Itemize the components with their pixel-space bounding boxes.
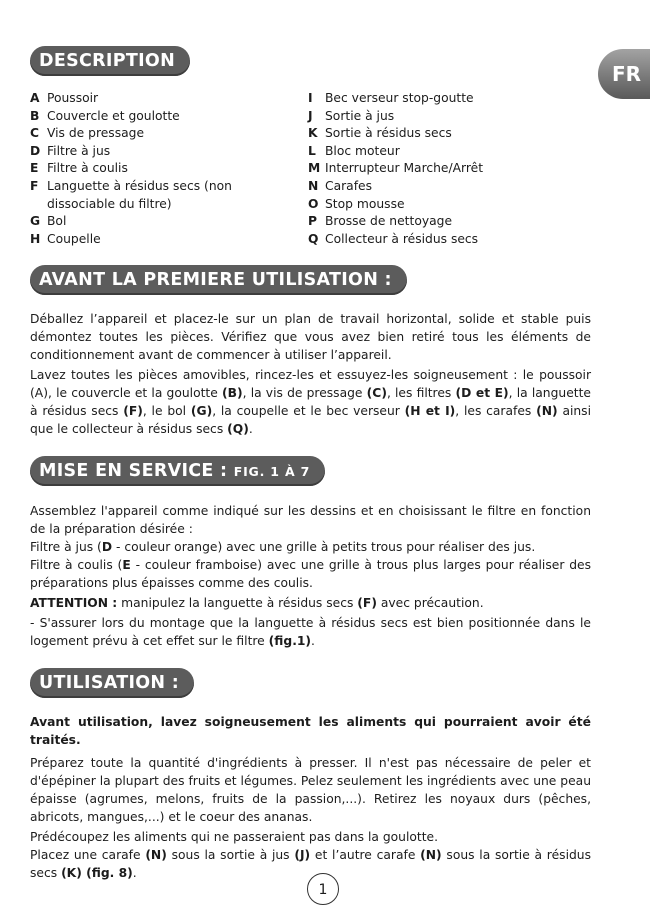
- description-heading: DESCRIPTION: [30, 46, 190, 76]
- utilisation-paragraph-1: Préparez toute la quantité d'ingrédients à presser. Il n'est pas nécessaire de peler et d'épépiner la plupart des fruits et légumes. Pelez seulement les ingrédients avec une peau épaisse (agrumes, melons, fruits de la passion,...). Retirez les noyaux durs (pêches, abricots, mangues,...) et le coeur des ananas.: [30, 756, 591, 824]
- list-item: P Brosse de nettoyage: [308, 214, 453, 229]
- list-item: F Languette à résidus secs (non dissociable du filtre): [30, 178, 232, 211]
- list-item: C Vis de pressage: [30, 126, 145, 141]
- avant-heading: AVANT LA PREMIERE UTILISATION :: [30, 265, 407, 295]
- mise-en-service-heading: MISE EN SERVICE : FIG. 1 À 7: [30, 456, 325, 486]
- list-item: H Coupelle: [30, 231, 101, 246]
- mise-paragraph-5: - S'assurer lors du montage que la languette à résidus secs est bien positionnée dans le logement prévu à cet effet sur le filtre (fig.1).: [30, 616, 591, 648]
- utilisation-heading: UTILISATION :: [30, 668, 194, 698]
- parts-list-left: [30, 90, 300, 248]
- list-item: I Bec verseur stop-goutte: [308, 91, 474, 105]
- list-item: N Carafes: [308, 178, 373, 193]
- list-item: L Bloc moteur: [308, 143, 400, 158]
- avant-section: [30, 310, 591, 438]
- page-number: 1: [307, 873, 339, 905]
- parts-list-right: [308, 90, 608, 248]
- utilisation-paragraph-3: Placez une carafe (N) sous la sortie à jus (J) et l’autre carafe (N) sous la sortie à résidus secs (K) (fig. 8).: [30, 848, 591, 880]
- list-item: G Bol: [30, 214, 67, 229]
- list-item: A Poussoir: [30, 91, 99, 105]
- mise-paragraph-3: Filtre à coulis (E - couleur framboise) avec une grille à trous plus larges pour réaliser des préparations plus épaisses comme des coulis.: [30, 558, 591, 590]
- utilisation-lead: Avant utilisation, lavez soigneusement les aliments qui pourraient avoir été traités.: [30, 715, 591, 747]
- utilisation-section: [30, 713, 591, 882]
- list-item: M Interrupteur Marche/Arrêt: [308, 161, 484, 176]
- avant-paragraph-1: Déballez l’appareil et placez-le sur un plan de travail horizontal, solide et stable puis démontez toutes les pièces. Vérifiez que vous avez bien retiré tous les éléments de conditionnement avant de commencer à utiliser l’appareil.: [30, 312, 591, 362]
- language-tab: FR: [598, 49, 650, 99]
- mise-section: [30, 502, 591, 650]
- utilisation-paragraph-2: Prédécoupez les aliments qui ne passeraient pas dans la goulotte.: [30, 830, 439, 844]
- list-item: B Couvercle et goulotte: [30, 108, 180, 123]
- mise-paragraph-1: Assemblez l'appareil comme indiqué sur les dessins et en choisissant le filtre en fonction de la préparation désirée :: [30, 504, 591, 536]
- list-item: E Filtre à coulis: [30, 161, 128, 176]
- list-item: O Stop mousse: [308, 196, 405, 211]
- list-item: J Sortie à jus: [308, 108, 395, 123]
- mise-paragraph-2: Filtre à jus (D - couleur orange) avec une grille à petits trous pour réaliser des jus.: [30, 540, 536, 554]
- list-item: Q Collecteur à résidus secs: [308, 231, 479, 246]
- list-item: D Filtre à jus: [30, 143, 111, 158]
- avant-paragraph-2: Lavez toutes les pièces amovibles, rincez-les et essuyez-les soigneusement : le poussoir (A), le couvercle et la goulotte (B), la vis de pressage (C), les filtres (D et E), la languette à résidus secs (F), le bol (G), la coupelle et le bec verseur (H et I), les carafes (N) ainsi que le collecteur à résidus secs (Q).: [30, 368, 592, 436]
- list-item: K Sortie à résidus secs: [308, 126, 452, 141]
- mise-paragraph-4: ATTENTION : manipulez la languette à résidus secs (F) avec précaution.: [30, 596, 484, 610]
